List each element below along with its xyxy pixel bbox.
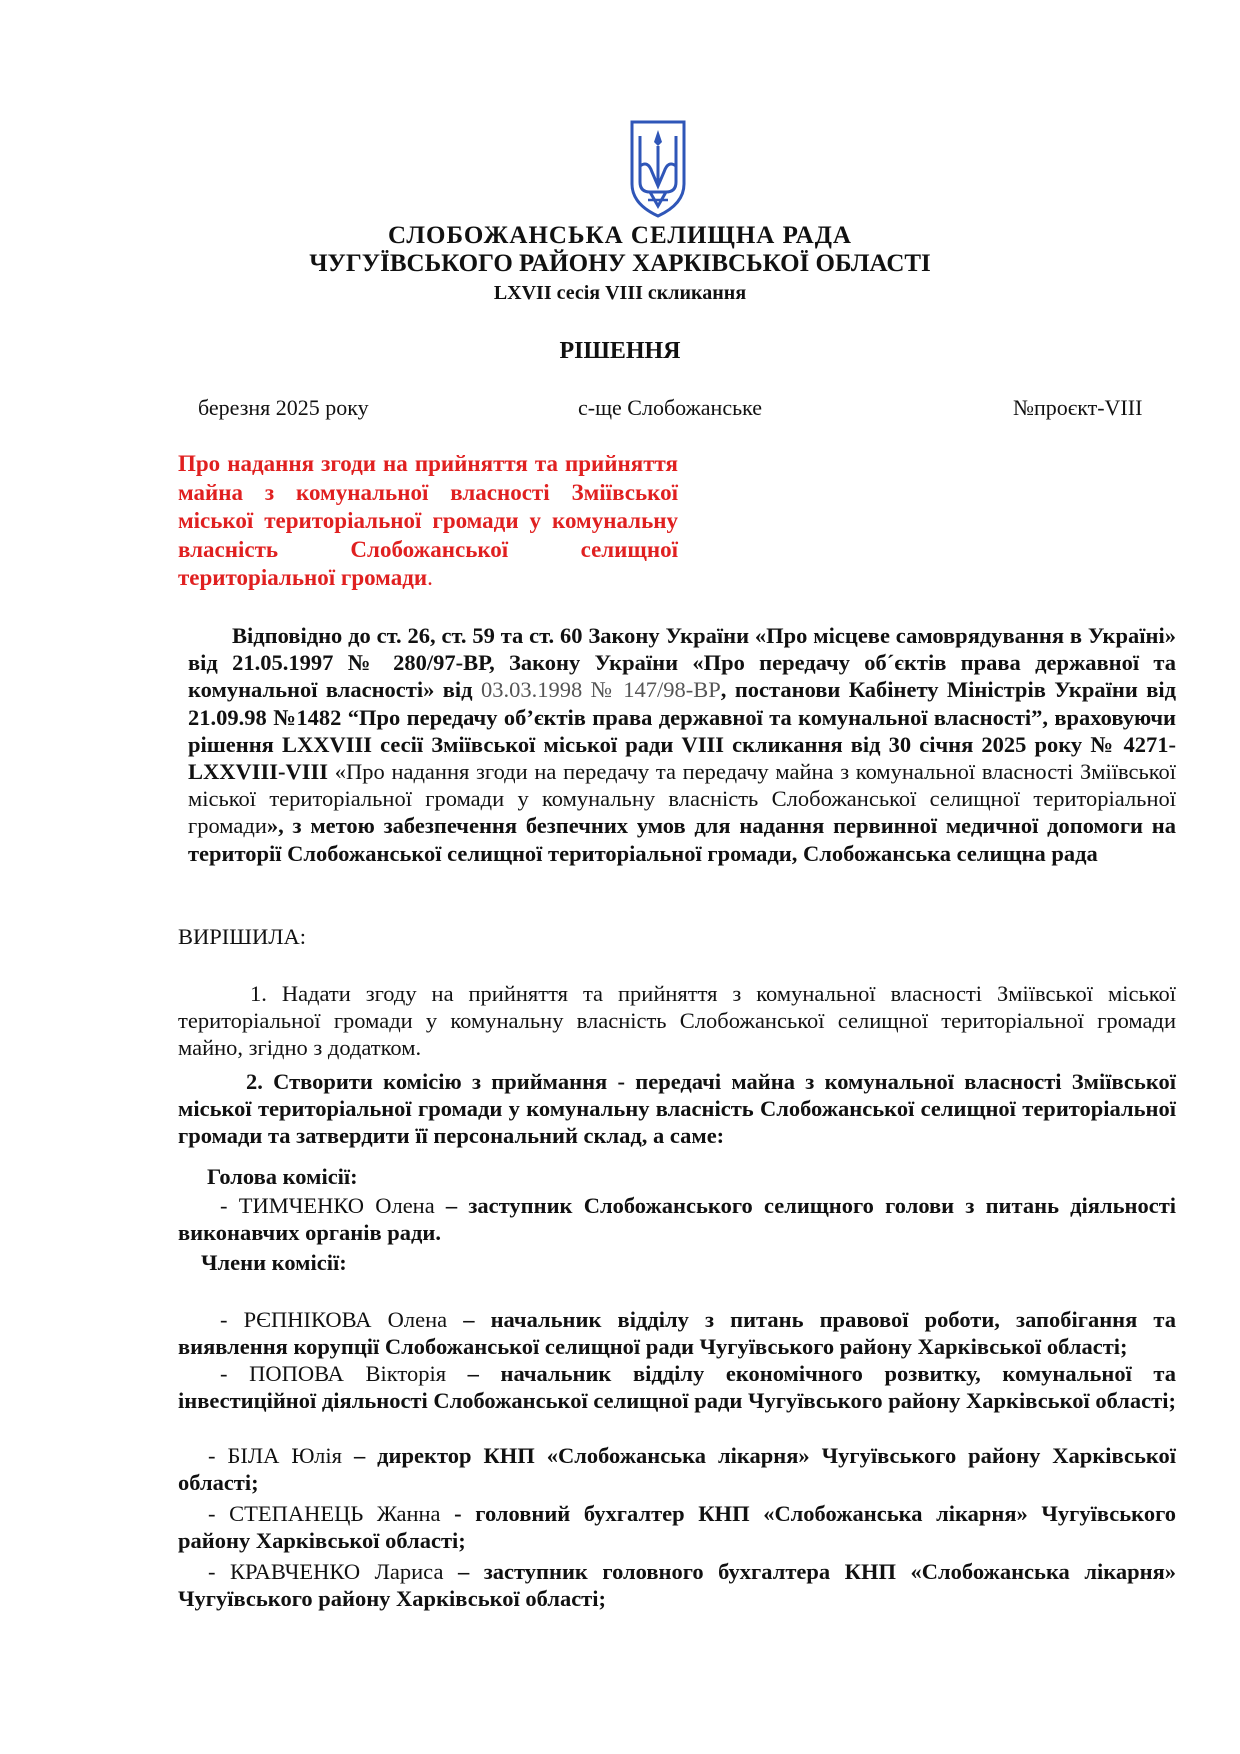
session-line: LXVII сесія VIII скликання [493,282,747,304]
preamble-part-4: «Про надання згоди на передачу та передачу майна з комунальної власності Зміївської міської територіальної громади у комунальну власність Слобожанської селищної територіальної громади [188,759,1177,839]
decision-date: березня 2025 року [198,395,369,420]
decision-item-1: 1. Надати згоду на прийняття та прийняття з комунальної власності Зміївської міської територіальної громади у комунальну власність Слобожанської селищної територіальної громади майно, згідно з додатком. [178,981,1176,1061]
chair-heading: Голова комісії: [207,1164,358,1189]
member-role: – заступник головного бухгалтера КНП «Слобожанська лікарня» Чугуївського району Харківської області; [178,1559,1176,1612]
chair-name: - ТИМЧЕНКО Олена [220,1193,435,1218]
decision-subject [178,450,678,593]
decision-place: с-ще Слобожанське [578,395,763,420]
preamble-part-5: », з метою забезпечення безпечних умов для надання первинної медичної допомоги на території Слобожанської селищної територіальної громади, Слобожанська селищна рада [188,813,1176,866]
member-role: – директор КНП «Слобожанська лікарня» Чугуївського району Харківської області; [178,1443,1177,1496]
council-name: СЛОБОЖАНСЬКА СЕЛИЩНА РАДА [388,222,852,249]
member-name: - ПОПОВА Вікторія [220,1361,447,1386]
commission-member [178,1442,1176,1496]
decision-item-2: 2. Створити комісію з приймання - передачі майна з комунальної власності Зміївської міської територіальної громади у комунальну власність Слобожанської селищної територіальної громади та затвердити її персональний склад, а саме: [178,1069,1176,1149]
commission-chair [178,1192,1176,1246]
ukraine-trident-icon [628,116,688,220]
chair-role: – заступник Слобожанського селищного голови з питань діяльності виконавчих органів ради. [178,1193,1177,1246]
member-role: - головний бухгалтер КНП «Слобожанська лікарня» Чугуївського району Харківської області; [178,1501,1176,1554]
district-name: ЧУГУЇВСЬКОГО РАЙОНУ ХАРКІВСЬКОЇ ОБЛАСТІ [309,250,931,277]
decision-number: №проєкт-VIII [1013,395,1143,420]
commission-member [178,1558,1176,1612]
preamble-part-2: 03.03.1998 № 147/98-ВР [480,677,721,703]
member-name: - СТЕПАНЕЦЬ Жанна [208,1501,441,1526]
preamble-part-1: Відповідно до ст. 26, ст. 59 та ст. 60 Закону України «Про місцеве самоврядування в Україні» від 21.05.1997 № 280/97-ВР, Закону України «Про передачу об´єктів права державної та комунальної власності» від [188,623,1176,703]
decided-heading: ВИРІШИЛА: [178,924,306,949]
preamble-paragraph [188,622,1176,867]
subject-text: Про надання згоди на прийняття та прийняття майна з комунальної власності Зміївської міської територіальної громади у комунальну власність Слобожанської селищної територіальної громади [178,451,678,590]
member-name: - КРАВЧЕНКО Лариса [208,1559,444,1584]
commission-member [178,1500,1176,1554]
members-heading: Члени комісії: [201,1250,347,1275]
member-name: - РЄПНІКОВА Олена [220,1307,448,1332]
document-type: РІШЕННЯ [559,338,681,364]
member-role: – начальник відділу економічного розвитку, комунальної та інвестиційної діяльності Слобожанської селищної ради Чугуївського району Харківської області; [178,1361,1177,1414]
member-role: – начальник відділу з питань правової роботи, запобігання та виявлення корупції Слобожанської селищної ради Чугуївського району Харківської області; [178,1307,1176,1360]
commission-member [178,1360,1176,1414]
subject-end: . [427,565,433,590]
member-name: - БІЛА Юлія [208,1443,342,1468]
preamble-part-3: , постанови Кабінету Міністрів України від 21.09.98 №1482 “Про передачу об’єктів права державної та комунальної власності”, враховуючи рішення LXXVIII сесії Зміївської міської ради VIII скликання від 30 січня 2025 року № 4271-LXXVIII-VIII [188,677,1177,785]
commission-member [178,1306,1176,1360]
